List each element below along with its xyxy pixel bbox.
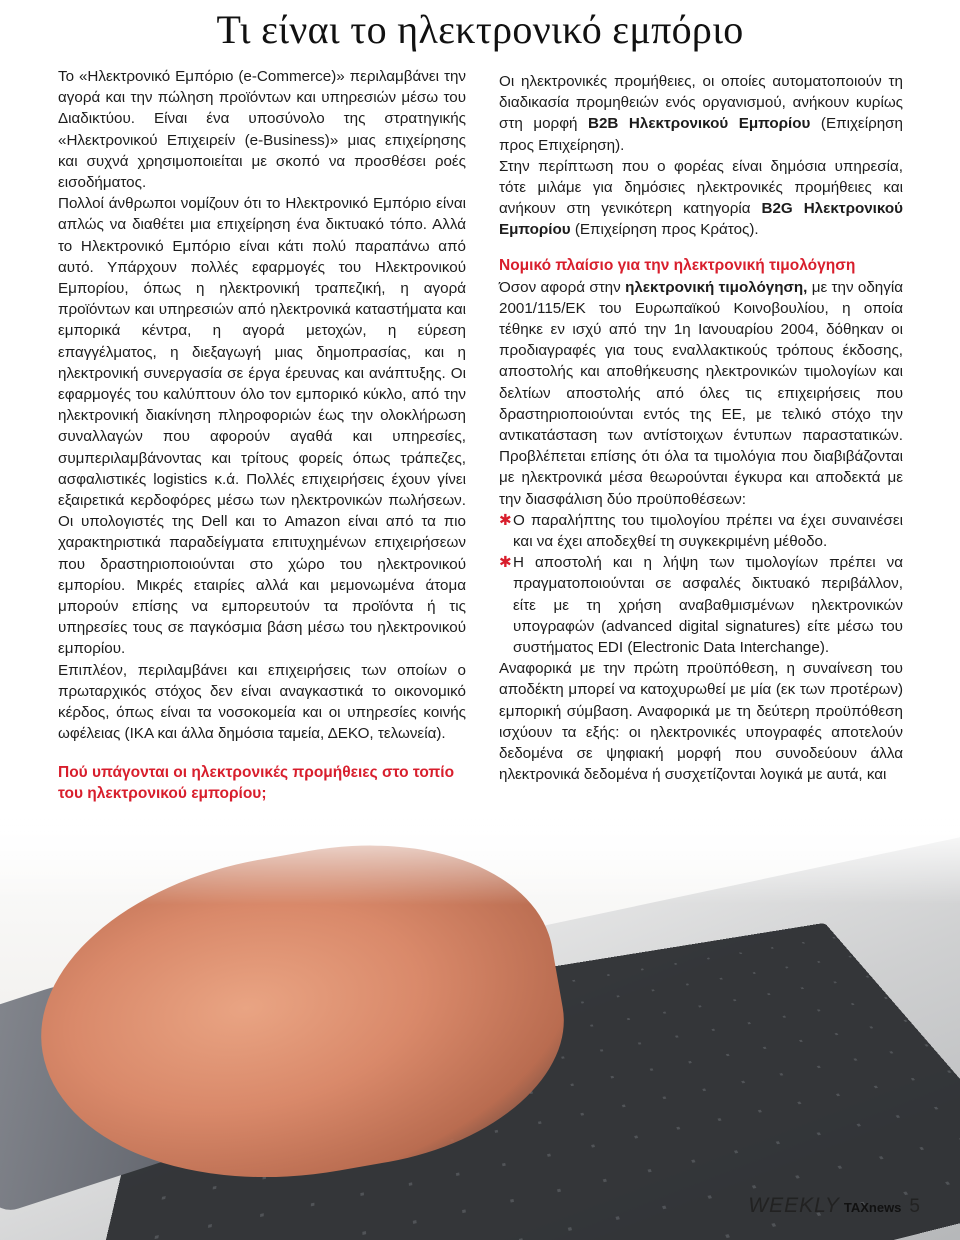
list-item: ✱ Η αποστολή και η λήψη των τιμολογίων πρέπει να πραγματοποιούνται σε ασφαλές δικτυακό περιβάλλον, είτε με τη χρήση αναβαθμισμένων ηλεκτρονικών υπογραφών (advanced digital signatures) είτε μέσω του συστήματος EDI (Electronic Data Interchange). xyxy=(499,554,903,657)
conditions-detail-paragraph: Αναφορικά με την πρώτη προϋπόθεση, η συναίνεση του αποδέκτη μπορεί να κατοχυρωθεί με μία (εκ των προτέρων) εμπορική σύμβαση. Αναφορικά με τη δεύτερη προϋπόθεση ισχύουν τα εξής: οι ηλεκτρονικές υπογραφές αποτελούν δεδομένα σε ψηφιακή μορφή που συνοδεύουν άλλα ηλεκτρονικά δεδομένα ή συσχετίζονται λογικά με αυτά, και xyxy=(499,660,903,784)
right-column xyxy=(499,71,903,786)
asterisk-bullet-icon: ✱ xyxy=(499,511,512,529)
asterisk-bullet-icon: ✱ xyxy=(499,554,512,572)
masthead-taxnews: TAXnews xyxy=(843,1200,902,1215)
list-item: ✱ Ο παραλήπτης του τιμολογίου πρέπει να έχει συναινέσει και να έχει αποδεχθεί τη συγκεκριμένη μέθοδο. xyxy=(499,511,903,551)
invoicing-paragraph: Όσον αφορά στην ηλεκτρονική τιμολόγηση, με την οδηγία 2001/115/ΕΚ του Ευρωπαϊκού Κοινοβουλίου, η οποία τέθηκε εν ισχύ από την 1η Ιανουαρίου 2004, δόθηκαν οι προδιαγραφές για τους εναλλακτικούς τρόπους έκδοσης, αποστολής και αποθήκευσης ηλεκτρονικών τιμολογίων και δελτίων αποστολής από όλες τις επιχειρήσεις που δραστηριοποιούνται εντός της ΕΕ, με τελικό στόχο την αντικατάσταση των αντίστοιχων έντυπων παραστατικών. Προβλέπεται επίσης ότι όλα τα τιμολόγια που διαβιβάζονται με ηλεκτρονικά μέσα θεωρούνται έγκυρα και αποδεκτά με την διασφάλιση δύο προϋποθέσεων: xyxy=(499,278,903,508)
b2b-paragraph: Οι ηλεκτρονικές προμήθειες, οι οποίες αυτοματοποιούν τη διαδικασία προμηθειών ενός οργανισμού, ανήκουν κυρίως στη μορφή B2B Ηλεκτρονικού Εμπορίου (Επιχείρηση προς Επιχείρηση). xyxy=(499,73,903,154)
section-heading-procurement: Πού υπάγονται οι ηλεκτρονικές προμήθειες στο τοπίο του ηλεκτρονικού εμπορίου; xyxy=(58,763,455,802)
applications-paragraph: Πολλοί άνθρωποι νομίζουν ότι το Ηλεκτρονικό Εμπόριο είναι απλώς να διαθέτει μια επιχείρηση ένα δικτυακό τόπο. Αλλά το Ηλεκτρονικό Εμπόριο είναι κάτι πολύ παραπάνω από αυτό. Υπάρχουν πολλές εφαρμογές του Ηλεκτρονικού Εμπορίου, όπως η ηλεκτρονική τραπεζική, η αγορά προϊόντων και υπηρεσιών από ηλεκτρονικά καταστήματα και εμπορικά κέντρα, η αγορά μετοχών, η εύρεση επαγγέλματος, η διεξαγωγή μιας δημοπρασίας, και η ηλεκτρονική συνεργασία σε έργα έρευνας και ανάπτυξης. Οι εφαρμογές του καλύπτουν όλο τον εμπορικό κύκλο, από την ηλεκτρονική διακίνηση πληροφοριών έως την ολοκλήρωση συναλλαγών που αφορούν αγαθά και υπηρεσίες, συμπεριλαμβάνοντας και τρίτους φορείς όπως τράπεζες, ασφαλιστικές logistics κ.ά. Πολλές επιχειρήσεις έχουν γίνει εξαιρετικά κερδοφόρες μέσω των ηλεκτρονικών πωλήσεων. Οι υπολογιστές της Dell και το Amazon είναι από τα πιο χαρακτηριστικά παραδείγματα επιτυχημένων επιχειρήσεων που δραστηριοποιούνται στο χώρο του ηλεκτρονικού εμπορίου. Μικρές εταιρίες αλλά και μεμονωμένα άτομα μπορούν επίσης να εμπορευτούν τα προϊόντα ή τις υπηρεσίες τους σε παγκόσμια βάση μέσω του ηλεκτρονικού εμπορίου. xyxy=(58,195,466,658)
section-heading-legal: Νομικό πλαίσιο για την ηλεκτρονική τιμολόγηση xyxy=(499,256,856,274)
magazine-masthead xyxy=(748,1194,920,1218)
masthead-weekly: WEEKLY xyxy=(748,1194,840,1217)
b2b-term: B2B Ηλεκτρονικού Εμπορίου xyxy=(588,115,811,133)
b2g-paragraph: Στην περίπτωση που ο φορέας είναι δημόσια υπηρεσία, τότε μιλάμε για δημόσιες ηλεκτρονικές προμήθειες και ανήκουν στη γενικότερη κατηγορία B2G Ηλεκτρονικού Εμπορίου (Επιχείρηση προς Κράτος). xyxy=(499,157,903,239)
nonprofit-paragraph: Επιπλέον, περιλαμβάνει και επιχειρήσεις των οποίων ο πρωταρχικός στόχος δεν είναι αναγκαστικά το οικονομικό κέρδος, όπως είναι τα νοσοκομεία και οι υπηρεσίες κοινής ωφέλειας (ΙΚΑ και άλλα δημόσια ταμεία, ΔΕΚΟ, τελωνεία). xyxy=(58,661,466,743)
page-number: 5 xyxy=(909,1196,920,1217)
left-column xyxy=(58,66,466,804)
page-title: Τι είναι το ηλεκτρονικό εμπόριο xyxy=(216,7,744,52)
e-invoicing-term: ηλεκτρονική τιμολόγηση, xyxy=(625,278,808,296)
b2g-term: B2G Ηλεκτρονικού Εμπορίου xyxy=(499,200,903,239)
intro-paragraph: Το «Ηλεκτρονικό Εμπόριο (e-Commerce)» περιλαμβάνει την αγορά και την πώληση προϊόντων και υπηρεσιών μέσω του Διαδικτύου. Είναι ένα υποσύνολο της στρατηγικής «Ηλεκτρονικού Επιχειρείν (e-Business)» μιας επιχείρησης και συχνά χρησιμοποιείται με σκοπό να προσθέσει ροές εισοδήματος. xyxy=(58,68,466,192)
laptop-typing-photo xyxy=(0,815,960,1240)
photo-fade xyxy=(0,815,960,905)
conditions-list xyxy=(499,510,903,658)
